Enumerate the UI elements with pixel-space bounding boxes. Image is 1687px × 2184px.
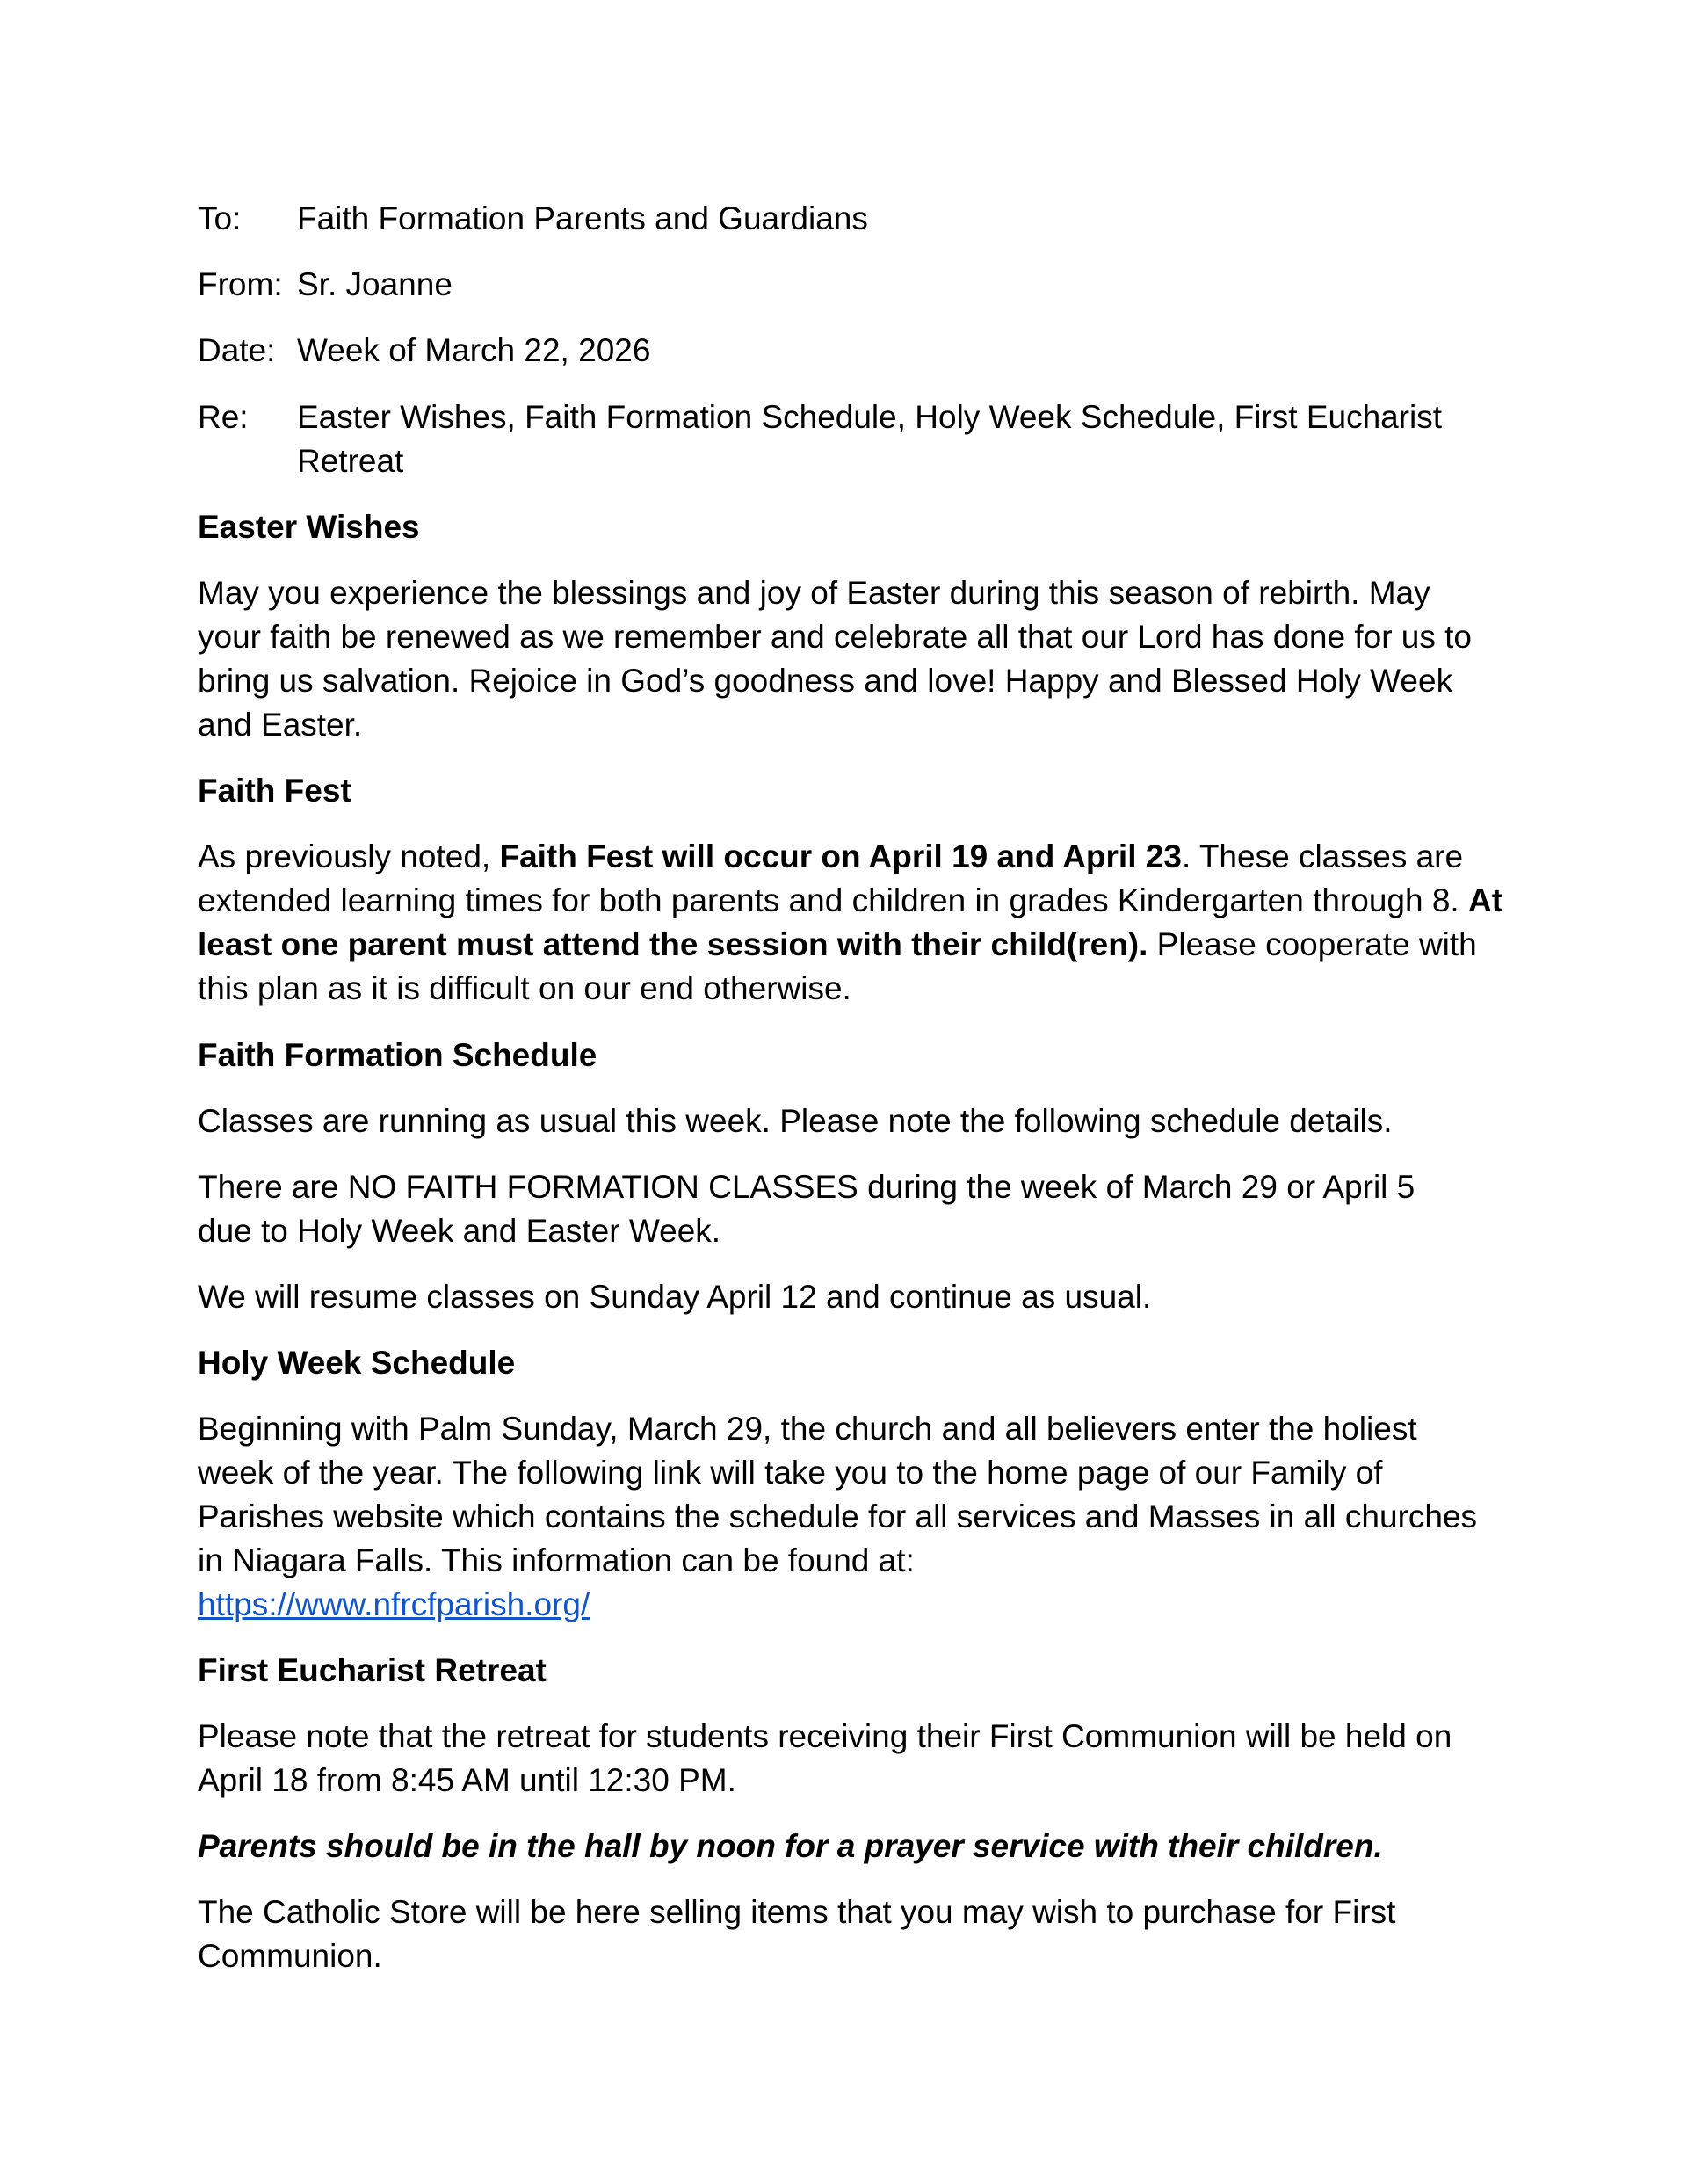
ff-schedule-p2: There are NO FAITH FORMATION CLASSES during the week of March 29 or April 5 due to Holy Week and Easter Week. bbox=[198, 1169, 1415, 1249]
ff-schedule-heading: Faith Formation Schedule bbox=[198, 1037, 597, 1073]
memo-from-value: Sr. Joanne bbox=[297, 266, 453, 302]
memo-re-value: Easter Wishes, Faith Formation Schedule, Holy Week Schedule, First Eucharist Retreat bbox=[297, 399, 1443, 479]
faith-fest-dates: Faith Fest will occur on April 19 and April 23 bbox=[499, 838, 1182, 874]
faith-fest-body bbox=[198, 835, 1507, 1011]
faith-fest-parent-requirement: At least one parent must attend the session with their child(ren). bbox=[198, 882, 1503, 962]
memo-date-label: Date: bbox=[198, 332, 276, 368]
easter-wishes-heading: Easter Wishes bbox=[198, 509, 420, 545]
holy-week-text: Beginning with Palm Sunday, March 29, the church and all believers enter the holiest week of the year. The following link will take you to the home page of our Family of Parishes website which contains the schedule for all services and Masses in all churches in Niagara Falls. This information can be found at: bbox=[198, 1411, 1478, 1578]
memo-re-row bbox=[198, 395, 1481, 483]
retreat-heading: First Eucharist Retreat bbox=[198, 1652, 547, 1688]
memo-re-label: Re: bbox=[198, 399, 249, 435]
memo-date-value: Week of March 22, 2026 bbox=[297, 332, 651, 368]
faith-fest-text-1: As previously noted, bbox=[198, 838, 500, 874]
retreat-parents-note: Parents should be in the hall by noon for a prayer service with their children. bbox=[198, 1828, 1383, 1864]
retreat-p3: The Catholic Store will be here selling items that you may wish to purchase for First Communion. bbox=[198, 1894, 1396, 1974]
memo-from-row bbox=[198, 263, 1516, 307]
holy-week-body bbox=[198, 1407, 1481, 1627]
memo-date-row bbox=[198, 329, 1516, 373]
ff-schedule-p1: Classes are running as usual this week. Please note the following schedule details. bbox=[198, 1103, 1393, 1139]
retreat-p1: Please note that the retreat for students receiving their First Communion will be held on April 18 from 8:45 AM until 12:30 PM. bbox=[198, 1718, 1452, 1798]
memo-to-value: Faith Formation Parents and Guardians bbox=[297, 200, 868, 236]
memo-from-label: From: bbox=[198, 266, 283, 302]
faith-fest-text-2: . These classes are extended learning times for both parents and children in grades Kindergarten through 8. bbox=[198, 838, 1468, 918]
holy-week-heading: Holy Week Schedule bbox=[198, 1345, 516, 1381]
faith-fest-heading: Faith Fest bbox=[198, 773, 351, 809]
memo-to-row bbox=[198, 197, 1516, 241]
memo-to-label: To: bbox=[198, 200, 242, 236]
easter-wishes-body: May you experience the blessings and joy of Easter during this season of rebirth. May your faith be renewed as we remember and celebrate all that our Lord has done for us to bring us salvation. Rejoice in God’s goodness and love! Happy and Blessed Holy Week and Easter. bbox=[198, 575, 1473, 743]
faith-fest-text-3: Please cooperate with this plan as it is difficult on our end otherwise. bbox=[198, 926, 1477, 1006]
parish-website-link[interactable]: https://www.nfrcfparish.org/ bbox=[198, 1586, 590, 1622]
ff-schedule-p3: We will resume classes on Sunday April 12 and continue as usual. bbox=[198, 1279, 1152, 1315]
